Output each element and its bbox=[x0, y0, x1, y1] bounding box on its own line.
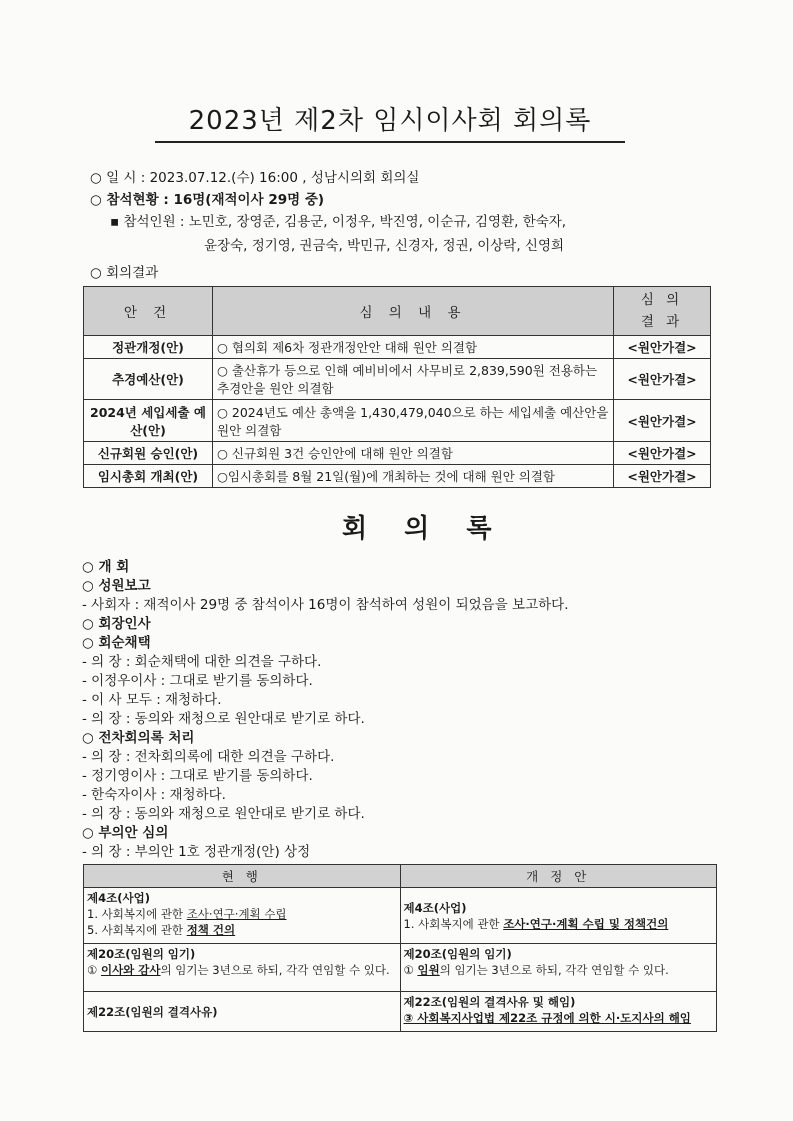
minutes-line: ○ 개 회 bbox=[82, 559, 130, 575]
agenda-item: 임시총회 개최(안) bbox=[84, 465, 213, 488]
clause-text-underlined: 정책 건의 bbox=[186, 923, 236, 937]
minutes-line: - 의 장 : 동의와 재청으로 원안대로 받기로 하다. bbox=[82, 711, 365, 727]
clause-text: ① bbox=[403, 963, 418, 977]
minutes-line: - 사회자 : 재적이사 29명 중 참석이사 16명이 참석하여 성원이 되었음을 보고하다. bbox=[82, 597, 569, 613]
agenda-item: 신규회원 승인(안) bbox=[84, 442, 213, 465]
minutes-line: ○ 회순채택 bbox=[82, 635, 151, 651]
clause-text-underlined: 임원 bbox=[417, 963, 440, 977]
agenda-result: <원안가결> bbox=[614, 359, 711, 400]
clause-title: 제4조(사업) bbox=[403, 900, 467, 915]
agenda-content: ○ 협의회 제6차 정관개정안안 대해 원안 의결함 bbox=[213, 336, 614, 359]
minutes-line: - 의 장 : 전차회의록에 대한 의견을 구하다. bbox=[82, 749, 335, 765]
attendee-names-2: 윤장숙, 정기영, 권금숙, 박민규, 신경자, 정권, 이상락, 신영희 bbox=[204, 238, 565, 254]
amended-clause bbox=[400, 992, 717, 1032]
result-heading: ○ 회의결과 bbox=[90, 265, 159, 281]
attendee-names-1: 노민호, 장영준, 김용군, 이정우, 박진영, 이순규, 김영환, 한숙자, bbox=[188, 214, 567, 230]
minutes-line: ○ 전차회의록 처리 bbox=[82, 730, 195, 746]
table-row bbox=[84, 888, 717, 944]
clause-line bbox=[87, 906, 397, 922]
table-row bbox=[84, 992, 717, 1032]
agenda-content: ○ 출산휴가 등으로 인해 예비비에서 사무비로 2,839,590원 전용하는 추경안을 원안 의결함 bbox=[213, 359, 614, 400]
clause-text-underlined: 조사·연구·계획 수립 및 정책건의 bbox=[503, 916, 669, 931]
attendee-label: ▪ 참석인원 : bbox=[110, 214, 185, 230]
clause-line bbox=[404, 916, 714, 932]
clause-text-underlined: 조사·연구·계획 수립 bbox=[186, 907, 287, 921]
clause-text-underlined: ③ 사회복지사업법 제22조 규정에 의한 시·도지사의 해임 bbox=[403, 1011, 691, 1025]
clause-text: ① bbox=[87, 963, 101, 977]
clause-text: 의 임기는 3년으로 하되, 각각 연임할 수 있다. bbox=[160, 963, 390, 977]
minutes-line: - 의 장 : 동의와 재청으로 원안대로 받기로 하다. bbox=[82, 806, 365, 822]
date-label: ○ 일 시 : bbox=[90, 170, 146, 186]
agenda-item: 정관개정(안) bbox=[84, 336, 213, 359]
date-value: 2023.07.12.(수) 16:00 , 성남시의회 회의실 bbox=[149, 170, 420, 186]
minutes-line: ○ 회장인사 bbox=[82, 616, 151, 632]
header-result bbox=[614, 287, 711, 336]
agenda-item: 2024년 세입세출 예산(안) bbox=[84, 400, 213, 442]
minutes-list bbox=[82, 555, 569, 859]
table-row bbox=[84, 400, 711, 442]
agenda-result: <원안가결> bbox=[614, 400, 711, 442]
table-row bbox=[84, 359, 711, 400]
document-title: 2023년 제2차 임시이사회 회의록 bbox=[155, 100, 625, 143]
agenda-item: 추경예산(안) bbox=[84, 359, 213, 400]
clause-line bbox=[87, 922, 397, 938]
minutes-line: - 이 사 모두 : 재청하다. bbox=[82, 692, 222, 708]
clause-title: 제22조(임원의 결격사유) bbox=[87, 1004, 218, 1019]
agenda-result: <원안가결> bbox=[614, 442, 711, 465]
clause-title: 제22조(임원의 결격사유 및 해임) bbox=[403, 995, 576, 1009]
agenda-result: <원안가결> bbox=[614, 465, 711, 488]
header-result-line1: 심 의 bbox=[640, 292, 684, 308]
current-clause bbox=[84, 944, 401, 992]
agenda-content: ○ 신규회원 3건 승인안에 대해 원안 의결함 bbox=[213, 442, 614, 465]
current-clause bbox=[84, 888, 401, 944]
attendance-summary bbox=[90, 188, 324, 208]
attendance-label: ○ 참석현황 : bbox=[90, 192, 169, 208]
table-row bbox=[84, 336, 711, 359]
clause-title: 제20조(임원의 임기) bbox=[403, 947, 512, 961]
amendment-comparison-table bbox=[83, 864, 717, 1032]
minutes-title: 회 의 록 bbox=[342, 514, 506, 544]
minutes-line: - 정기영이사 : 그대로 받기를 동의하다. bbox=[82, 768, 313, 784]
header-item: 안 건 bbox=[84, 287, 213, 336]
attendee-line-1 bbox=[110, 210, 566, 230]
meeting-date bbox=[90, 166, 419, 186]
clause-line bbox=[87, 962, 397, 978]
minutes-line: ○ 부의안 심의 bbox=[82, 825, 169, 841]
result-header-row bbox=[84, 287, 711, 336]
minutes-line: ○ 성원보고 bbox=[82, 578, 151, 594]
clause-text: 1. 사회복지에 관한 bbox=[87, 907, 187, 921]
comparison-header-row bbox=[84, 865, 717, 888]
header-current: 현 행 bbox=[84, 865, 401, 888]
clause-line bbox=[404, 962, 714, 978]
header-content: 심 의 내 용 bbox=[213, 287, 614, 336]
table-row bbox=[84, 465, 711, 488]
attendance-value: 16명(재적이사 29명 중) bbox=[173, 192, 325, 208]
agenda-content: ○ 2024년도 예산 총액을 1,430,479,040으로 하는 세입세출 예산안을 원안 의결함 bbox=[213, 400, 614, 442]
clause-title: 제20조(임원의 임기) bbox=[87, 947, 196, 961]
minutes-line: - 의 장 : 부의안 1호 정관개정(안) 상정 bbox=[82, 844, 311, 860]
result-table bbox=[83, 286, 711, 488]
minutes-line: - 의 장 : 회순채택에 대한 의견을 구하다. bbox=[82, 654, 322, 670]
current-clause bbox=[84, 992, 401, 1032]
agenda-result: <원안가결> bbox=[614, 336, 711, 359]
clause-title: 제4조(사업) bbox=[87, 891, 150, 905]
clause-text: 1. 사회복지에 관한 bbox=[403, 916, 504, 931]
clause-text: 5. 사회복지에 관한 bbox=[87, 923, 187, 937]
minutes-line: - 이정우이사 : 그대로 받기를 동의하다. bbox=[82, 673, 313, 689]
amended-clause bbox=[400, 888, 717, 944]
minutes-line: - 한숙자이사 : 재청하다. bbox=[82, 787, 226, 803]
header-amended: 개 정 안 bbox=[400, 865, 717, 888]
table-row bbox=[84, 442, 711, 465]
amended-clause bbox=[400, 944, 717, 992]
clause-text-underlined: 이사와 감사 bbox=[100, 963, 161, 977]
header-result-line2: 결 과 bbox=[640, 314, 684, 330]
table-row bbox=[84, 944, 717, 992]
clause-text: 의 임기는 3년으로 하되, 각각 연임할 수 있다. bbox=[439, 963, 669, 977]
agenda-content: ○임시총회를 8월 21일(월)에 개최하는 것에 대해 원안 의결함 bbox=[213, 465, 614, 488]
